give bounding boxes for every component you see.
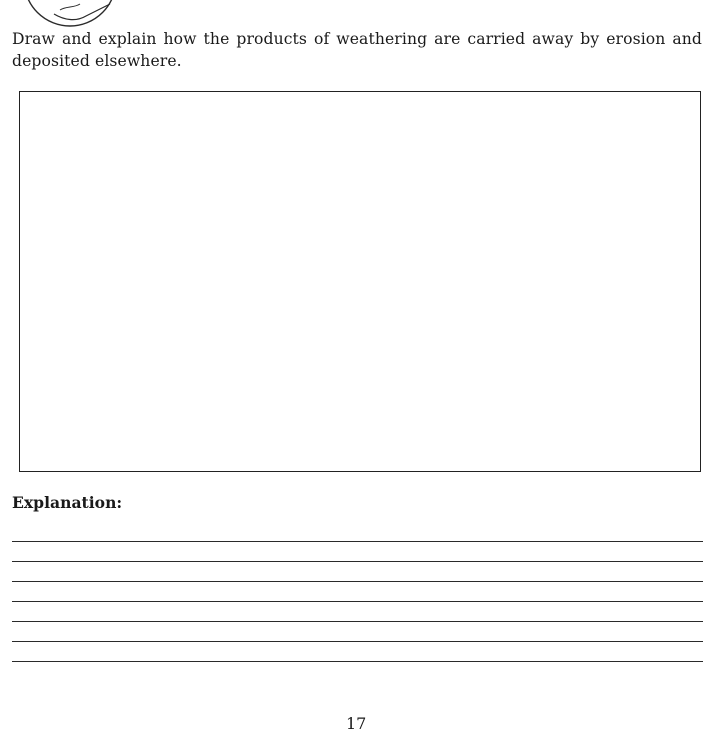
activity-prompt: Draw and explain how the products of weathering are carried away by erosion and deposited elsewhere. bbox=[12, 30, 702, 70]
rock-landscape-circle-icon bbox=[20, 0, 120, 28]
answer-line[interactable] bbox=[12, 642, 703, 662]
answer-line[interactable] bbox=[12, 522, 703, 542]
explanation-answer-lines[interactable] bbox=[12, 522, 703, 662]
answer-line[interactable] bbox=[12, 562, 703, 582]
page-number: 17 bbox=[346, 714, 367, 733]
answer-line[interactable] bbox=[12, 542, 703, 562]
explanation-label: Explanation: bbox=[12, 493, 123, 512]
answer-line[interactable] bbox=[12, 602, 703, 622]
answer-line[interactable] bbox=[12, 622, 703, 642]
answer-line[interactable] bbox=[12, 582, 703, 602]
drawing-area[interactable] bbox=[19, 91, 701, 472]
